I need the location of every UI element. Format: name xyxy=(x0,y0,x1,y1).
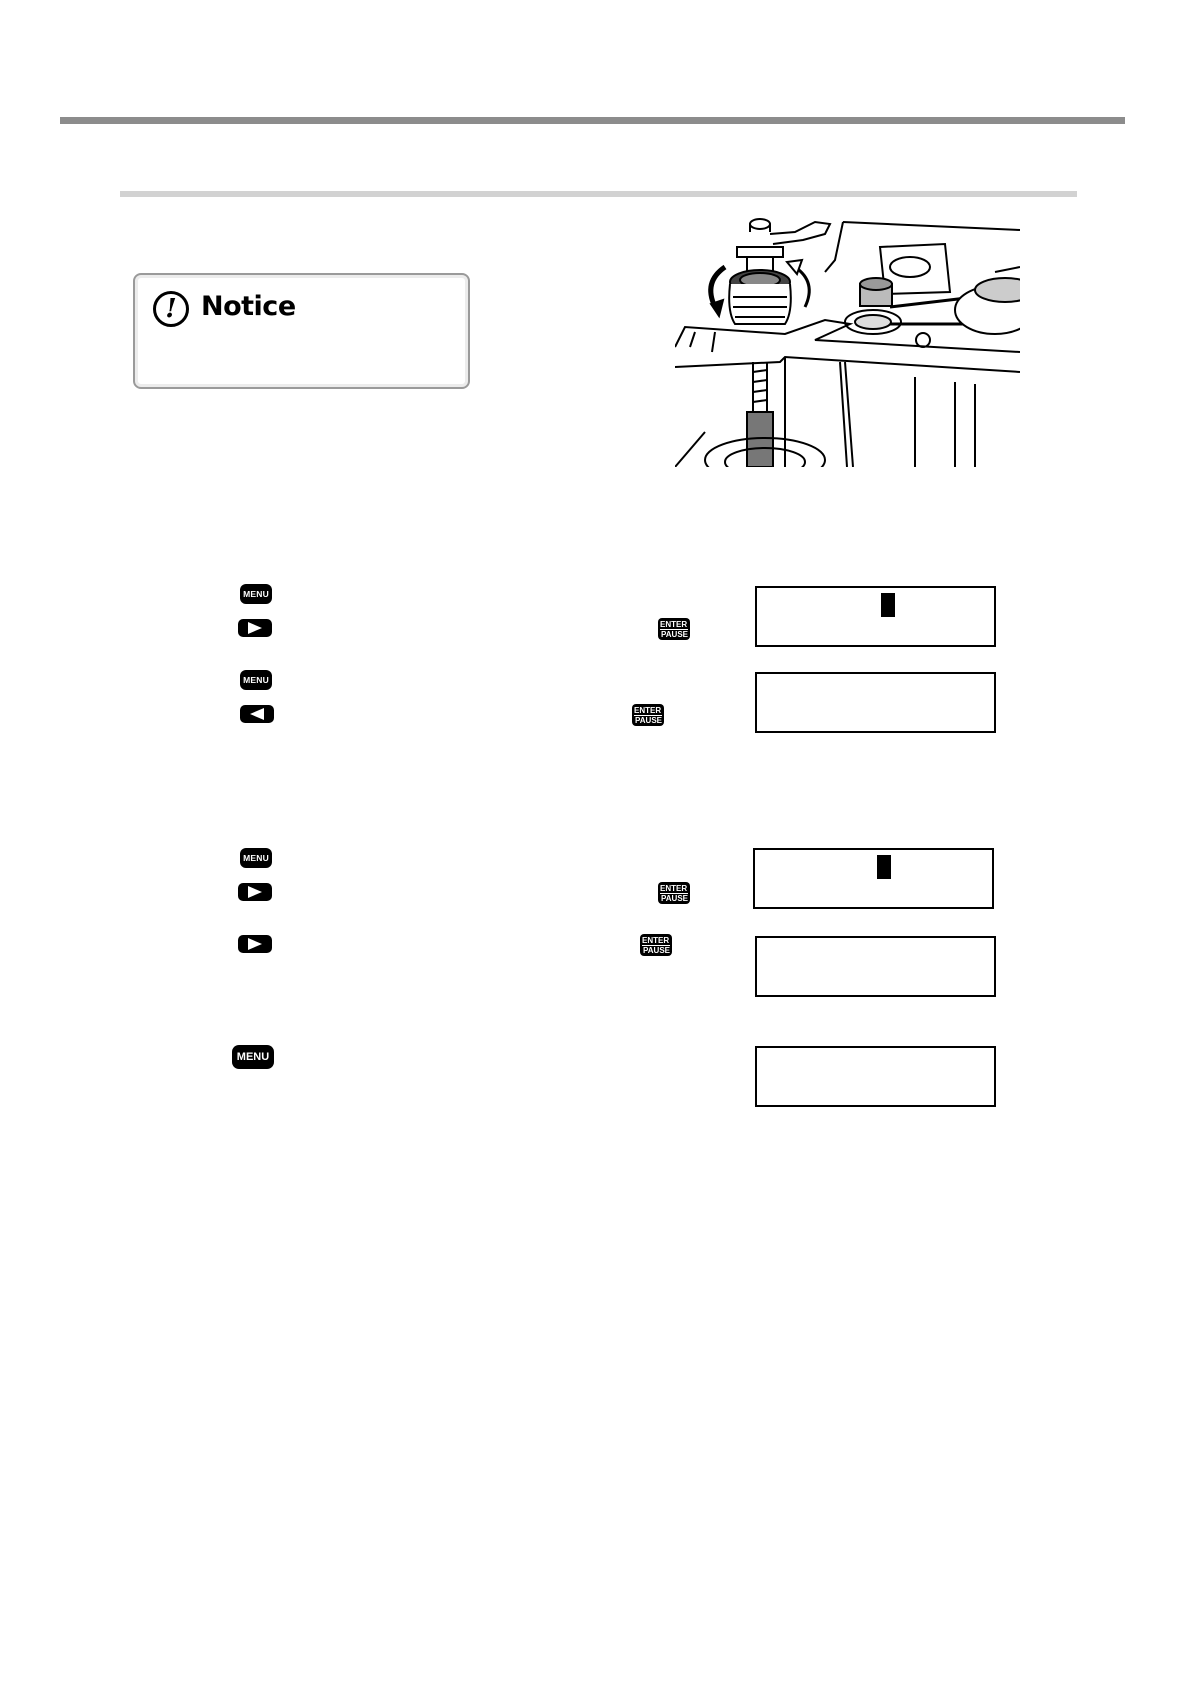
right-arrow-icon xyxy=(248,622,262,634)
notice-title: Notice xyxy=(201,291,296,322)
right-arrow-icon xyxy=(248,886,262,898)
enter-pause-key: ENTER PAUSE xyxy=(642,935,670,955)
spindle-adjustment-illustration xyxy=(675,212,1020,467)
menu-key: MENU xyxy=(240,670,272,690)
menu-key: MENU xyxy=(240,848,272,868)
enter-pause-key: ENTER PAUSE xyxy=(660,883,688,903)
exclamation-icon: ! xyxy=(153,291,189,327)
lcd-display xyxy=(755,672,996,733)
lcd-display xyxy=(755,1046,996,1107)
lcd-display xyxy=(753,848,994,909)
right-arrow-key xyxy=(238,619,272,637)
left-arrow-icon xyxy=(250,708,264,720)
enter-pause-key: ENTER PAUSE xyxy=(634,705,662,725)
left-arrow-key xyxy=(240,705,274,723)
menu-key: MENU xyxy=(232,1045,274,1069)
enter-pause-key: ENTER PAUSE xyxy=(660,619,688,639)
right-arrow-icon xyxy=(248,938,262,950)
lcd-cursor xyxy=(881,593,895,617)
lcd-display xyxy=(755,936,996,997)
section-rule xyxy=(120,191,1077,197)
lcd-cursor xyxy=(877,855,891,879)
right-arrow-key xyxy=(238,935,272,953)
right-arrow-key xyxy=(238,883,272,901)
menu-key: MENU xyxy=(240,584,272,604)
lcd-display xyxy=(755,586,996,647)
notice-box xyxy=(133,273,470,389)
header-rule xyxy=(60,117,1125,124)
